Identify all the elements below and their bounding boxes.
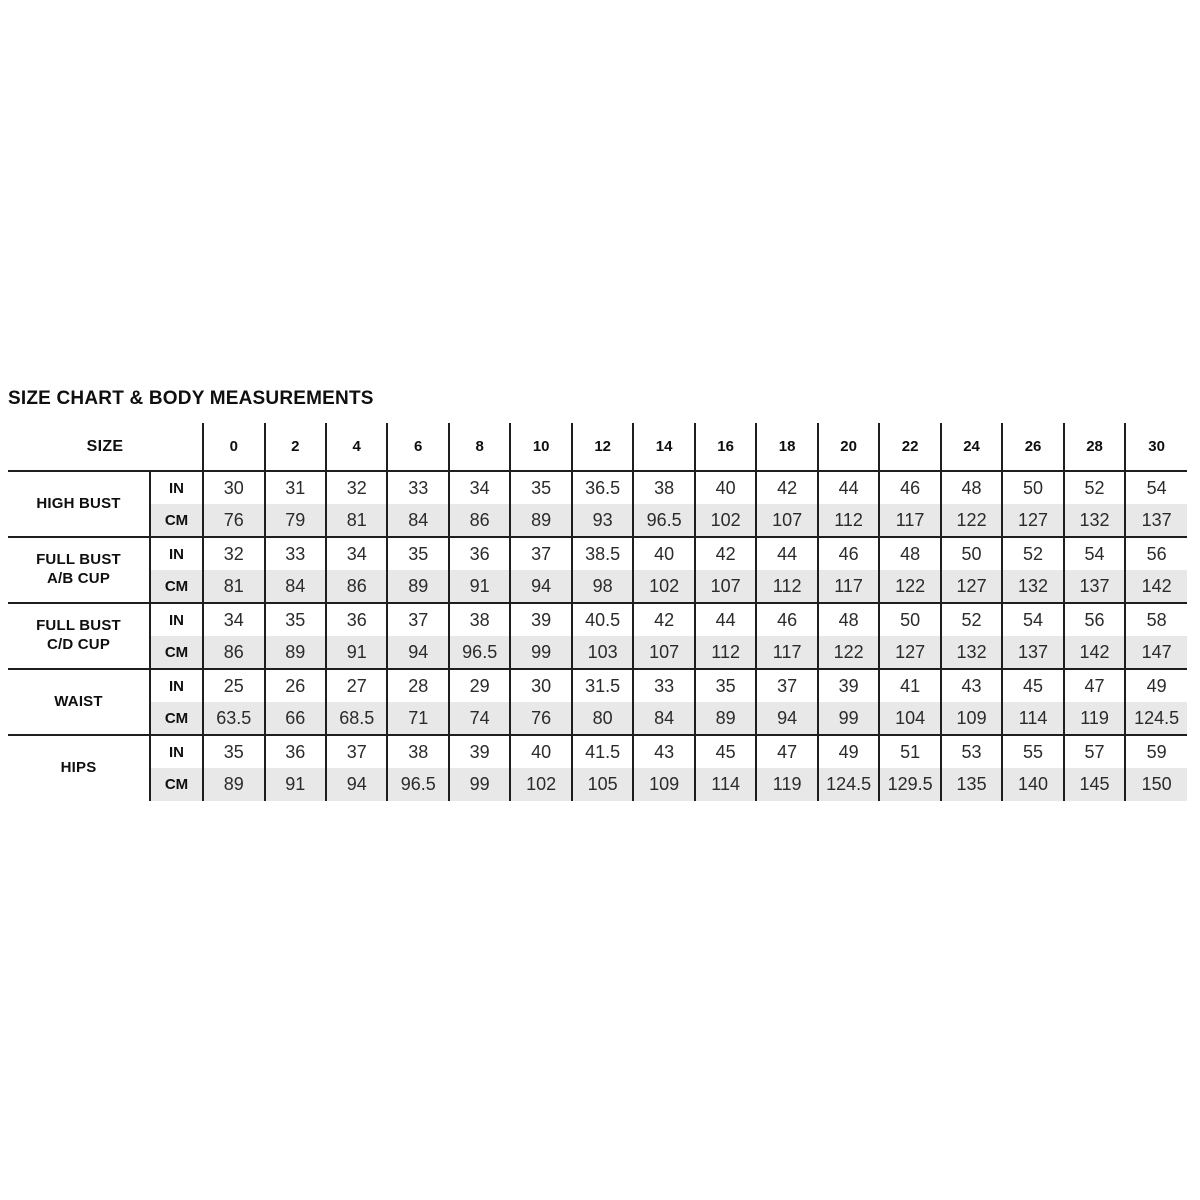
value-cell-cm: 102 [633, 570, 694, 603]
measurement-label-line: FULL BUST [36, 617, 121, 635]
measurement-label [8, 537, 150, 603]
unit-label-cm: CM [150, 702, 203, 735]
value-cell-in: 44 [756, 537, 817, 570]
value-cell-in: 52 [1064, 471, 1125, 504]
value-cell-cm: 135 [941, 768, 1002, 801]
value-cell-in: 48 [818, 603, 879, 636]
measurement-label-line: HIPS [60, 759, 97, 777]
value-cell-in: 48 [941, 471, 1002, 504]
value-cell-in: 50 [879, 603, 940, 636]
value-cell-cm: 94 [326, 768, 387, 801]
value-cell-cm: 119 [756, 768, 817, 801]
size-chart-table [8, 423, 1187, 801]
value-cell-cm: 89 [695, 702, 756, 735]
value-cell-in: 40.5 [572, 603, 633, 636]
value-cell-cm: 112 [695, 636, 756, 669]
value-cell-in: 50 [1002, 471, 1063, 504]
measurement-label [8, 669, 150, 735]
value-cell-cm: 89 [387, 570, 448, 603]
value-cell-cm: 132 [941, 636, 1002, 669]
value-cell-in: 36 [265, 735, 326, 768]
value-cell-in: 39 [449, 735, 510, 768]
value-cell-cm: 137 [1125, 504, 1187, 537]
value-cell-cm: 142 [1125, 570, 1187, 603]
value-cell-cm: 76 [510, 702, 571, 735]
value-cell-in: 32 [326, 471, 387, 504]
value-cell-in: 50 [941, 537, 1002, 570]
page-title: SIZE CHART & BODY MEASUREMENTS [8, 388, 374, 409]
value-cell-cm: 96.5 [449, 636, 510, 669]
measurement-row-cm [8, 504, 1187, 537]
measurement-row-cm [8, 570, 1187, 603]
value-cell-in: 42 [695, 537, 756, 570]
value-cell-cm: 112 [818, 504, 879, 537]
value-cell-in: 47 [1064, 669, 1125, 702]
value-cell-cm: 122 [818, 636, 879, 669]
value-cell-cm: 127 [941, 570, 1002, 603]
value-cell-in: 36 [449, 537, 510, 570]
value-cell-in: 33 [265, 537, 326, 570]
value-cell-cm: 68.5 [326, 702, 387, 735]
value-cell-cm: 122 [879, 570, 940, 603]
value-cell-in: 33 [633, 669, 694, 702]
value-cell-cm: 102 [510, 768, 571, 801]
value-cell-cm: 137 [1002, 636, 1063, 669]
value-cell-in: 27 [326, 669, 387, 702]
value-cell-cm: 124.5 [1125, 702, 1187, 735]
value-cell-cm: 74 [449, 702, 510, 735]
value-cell-cm: 109 [633, 768, 694, 801]
value-cell-cm: 98 [572, 570, 633, 603]
value-cell-cm: 91 [265, 768, 326, 801]
value-cell-in: 38.5 [572, 537, 633, 570]
value-cell-in: 36.5 [572, 471, 633, 504]
value-cell-in: 54 [1125, 471, 1187, 504]
value-cell-cm: 86 [203, 636, 264, 669]
value-cell-cm: 129.5 [879, 768, 940, 801]
value-cell-in: 39 [818, 669, 879, 702]
value-cell-in: 44 [818, 471, 879, 504]
unit-label-in: IN [150, 603, 203, 636]
value-cell-in: 34 [449, 471, 510, 504]
value-cell-cm: 137 [1064, 570, 1125, 603]
value-cell-in: 34 [203, 603, 264, 636]
value-cell-cm: 114 [1002, 702, 1063, 735]
value-cell-in: 52 [941, 603, 1002, 636]
value-cell-cm: 89 [265, 636, 326, 669]
unit-label-cm: CM [150, 570, 203, 603]
size-col-header: 18 [756, 423, 817, 471]
value-cell-in: 43 [633, 735, 694, 768]
value-cell-cm: 84 [265, 570, 326, 603]
value-cell-in: 30 [203, 471, 264, 504]
value-cell-in: 53 [941, 735, 1002, 768]
value-cell-cm: 145 [1064, 768, 1125, 801]
value-cell-cm: 96.5 [387, 768, 448, 801]
value-cell-in: 46 [756, 603, 817, 636]
measurement-label [8, 603, 150, 669]
value-cell-in: 40 [510, 735, 571, 768]
value-cell-in: 54 [1002, 603, 1063, 636]
value-cell-in: 56 [1125, 537, 1187, 570]
value-cell-in: 35 [387, 537, 448, 570]
measurement-label-line: FULL BUST [36, 551, 121, 569]
value-cell-cm: 76 [203, 504, 264, 537]
value-cell-in: 25 [203, 669, 264, 702]
value-cell-in: 37 [756, 669, 817, 702]
value-cell-cm: 147 [1125, 636, 1187, 669]
unit-label-cm: CM [150, 636, 203, 669]
value-cell-in: 26 [265, 669, 326, 702]
measurement-row-in [8, 669, 1187, 702]
value-cell-in: 40 [695, 471, 756, 504]
value-cell-cm: 102 [695, 504, 756, 537]
size-col-header: 24 [941, 423, 1002, 471]
size-header-row [8, 423, 1187, 471]
value-cell-in: 46 [879, 471, 940, 504]
value-cell-in: 28 [387, 669, 448, 702]
value-cell-in: 46 [818, 537, 879, 570]
value-cell-in: 33 [387, 471, 448, 504]
value-cell-cm: 140 [1002, 768, 1063, 801]
value-cell-in: 48 [879, 537, 940, 570]
value-cell-cm: 117 [879, 504, 940, 537]
value-cell-cm: 66 [265, 702, 326, 735]
measurement-label-line: A/B CUP [46, 570, 111, 587]
value-cell-cm: 94 [756, 702, 817, 735]
value-cell-cm: 142 [1064, 636, 1125, 669]
value-cell-in: 31 [265, 471, 326, 504]
size-col-header: 30 [1125, 423, 1187, 471]
value-cell-cm: 99 [818, 702, 879, 735]
value-cell-cm: 104 [879, 702, 940, 735]
value-cell-in: 38 [449, 603, 510, 636]
size-col-header: 0 [203, 423, 264, 471]
value-cell-cm: 86 [326, 570, 387, 603]
value-cell-cm: 94 [510, 570, 571, 603]
value-cell-in: 35 [265, 603, 326, 636]
value-cell-cm: 71 [387, 702, 448, 735]
value-cell-in: 37 [510, 537, 571, 570]
value-cell-in: 58 [1125, 603, 1187, 636]
value-cell-in: 37 [387, 603, 448, 636]
measurement-row-in [8, 471, 1187, 504]
size-col-header: 26 [1002, 423, 1063, 471]
value-cell-cm: 93 [572, 504, 633, 537]
size-col-header: 28 [1064, 423, 1125, 471]
size-col-header: 4 [326, 423, 387, 471]
value-cell-cm: 105 [572, 768, 633, 801]
value-cell-in: 41 [879, 669, 940, 702]
value-cell-cm: 81 [326, 504, 387, 537]
value-cell-cm: 122 [941, 504, 1002, 537]
value-cell-cm: 94 [387, 636, 448, 669]
value-cell-in: 35 [695, 669, 756, 702]
value-cell-in: 54 [1064, 537, 1125, 570]
value-cell-cm: 103 [572, 636, 633, 669]
value-cell-cm: 91 [449, 570, 510, 603]
value-cell-in: 45 [1002, 669, 1063, 702]
value-cell-cm: 112 [756, 570, 817, 603]
measurement-row-cm [8, 768, 1187, 801]
measurement-label-line: HIGH BUST [36, 494, 121, 512]
value-cell-cm: 114 [695, 768, 756, 801]
unit-label-in: IN [150, 669, 203, 702]
value-cell-in: 44 [695, 603, 756, 636]
value-cell-in: 31.5 [572, 669, 633, 702]
value-cell-in: 45 [695, 735, 756, 768]
size-col-header: 16 [695, 423, 756, 471]
value-cell-in: 49 [818, 735, 879, 768]
value-cell-in: 42 [756, 471, 817, 504]
size-col-header: 12 [572, 423, 633, 471]
value-cell-cm: 89 [510, 504, 571, 537]
value-cell-cm: 99 [449, 768, 510, 801]
value-cell-cm: 96.5 [633, 504, 694, 537]
value-cell-cm: 117 [818, 570, 879, 603]
measurement-row-in [8, 603, 1187, 636]
value-cell-in: 43 [941, 669, 1002, 702]
value-cell-cm: 107 [756, 504, 817, 537]
measurement-label [8, 735, 150, 801]
value-cell-in: 35 [203, 735, 264, 768]
value-cell-cm: 80 [572, 702, 633, 735]
value-cell-cm: 127 [1002, 504, 1063, 537]
value-cell-in: 57 [1064, 735, 1125, 768]
measurement-row-cm [8, 636, 1187, 669]
size-col-header: 2 [265, 423, 326, 471]
value-cell-in: 51 [879, 735, 940, 768]
value-cell-cm: 84 [387, 504, 448, 537]
value-cell-cm: 127 [879, 636, 940, 669]
size-col-header: 8 [449, 423, 510, 471]
size-col-header: 14 [633, 423, 694, 471]
value-cell-cm: 107 [695, 570, 756, 603]
value-cell-in: 55 [1002, 735, 1063, 768]
value-cell-in: 38 [633, 471, 694, 504]
measurement-label-line: WAIST [54, 692, 103, 710]
value-cell-in: 39 [510, 603, 571, 636]
value-cell-in: 56 [1064, 603, 1125, 636]
measurement-label [8, 471, 150, 537]
value-cell-in: 37 [326, 735, 387, 768]
value-cell-in: 52 [1002, 537, 1063, 570]
value-cell-cm: 99 [510, 636, 571, 669]
value-cell-cm: 63.5 [203, 702, 264, 735]
measurement-row-in [8, 735, 1187, 768]
size-col-header: 10 [510, 423, 571, 471]
unit-label-in: IN [150, 471, 203, 504]
unit-label-in: IN [150, 735, 203, 768]
value-cell-in: 40 [633, 537, 694, 570]
measurement-row-cm [8, 702, 1187, 735]
value-cell-cm: 107 [633, 636, 694, 669]
value-cell-in: 35 [510, 471, 571, 504]
value-cell-in: 29 [449, 669, 510, 702]
unit-label-cm: CM [150, 768, 203, 801]
value-cell-cm: 109 [941, 702, 1002, 735]
value-cell-in: 49 [1125, 669, 1187, 702]
value-cell-in: 42 [633, 603, 694, 636]
value-cell-in: 30 [510, 669, 571, 702]
value-cell-in: 32 [203, 537, 264, 570]
value-cell-cm: 91 [326, 636, 387, 669]
size-header-label: SIZE [8, 423, 203, 471]
value-cell-cm: 81 [203, 570, 264, 603]
measurement-label-line: C/D CUP [46, 636, 111, 653]
size-col-header: 22 [879, 423, 940, 471]
measurement-row-in [8, 537, 1187, 570]
unit-label-cm: CM [150, 504, 203, 537]
value-cell-cm: 79 [265, 504, 326, 537]
value-cell-cm: 132 [1064, 504, 1125, 537]
value-cell-cm: 150 [1125, 768, 1187, 801]
value-cell-cm: 86 [449, 504, 510, 537]
value-cell-cm: 124.5 [818, 768, 879, 801]
value-cell-in: 36 [326, 603, 387, 636]
value-cell-in: 34 [326, 537, 387, 570]
value-cell-in: 41.5 [572, 735, 633, 768]
value-cell-cm: 89 [203, 768, 264, 801]
value-cell-in: 38 [387, 735, 448, 768]
value-cell-cm: 117 [756, 636, 817, 669]
value-cell-cm: 132 [1002, 570, 1063, 603]
size-col-header: 6 [387, 423, 448, 471]
value-cell-in: 47 [756, 735, 817, 768]
unit-label-in: IN [150, 537, 203, 570]
size-col-header: 20 [818, 423, 879, 471]
value-cell-in: 59 [1125, 735, 1187, 768]
value-cell-cm: 84 [633, 702, 694, 735]
value-cell-cm: 119 [1064, 702, 1125, 735]
